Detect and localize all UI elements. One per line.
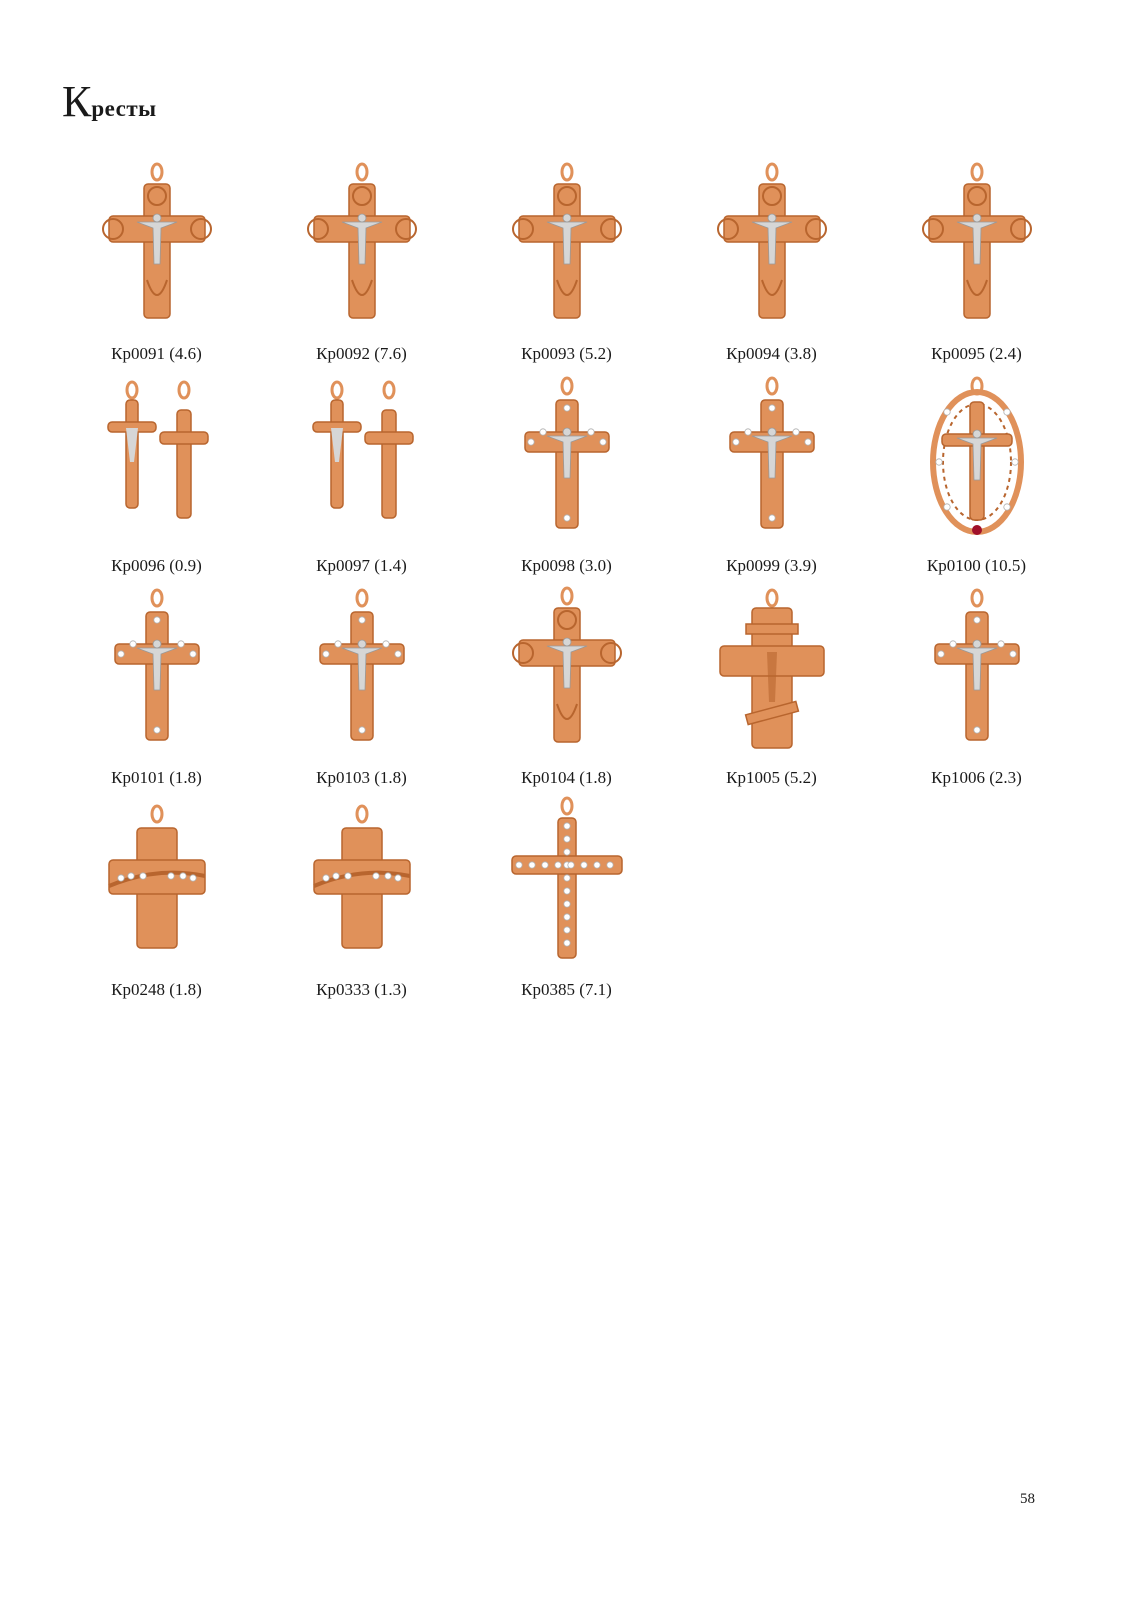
product-label: Кр0248 (1.8) [111, 980, 202, 999]
product-label: Кр0092 (7.6) [316, 344, 407, 363]
product-label: Кр0095 (2.4) [931, 344, 1022, 363]
cross-image [912, 372, 1042, 542]
cross-image [297, 796, 427, 966]
cross-image [92, 372, 222, 542]
product-grid [54, 160, 1079, 1008]
page-number: 58 [1020, 1491, 1035, 1507]
product-item[interactable] [259, 584, 464, 796]
cross-image [912, 584, 1042, 754]
product-row [54, 796, 1079, 1008]
cross-image [297, 160, 427, 330]
product-item[interactable] [259, 796, 464, 1008]
cross-image [502, 372, 632, 542]
product-label: Кр0103 (1.8) [316, 768, 407, 787]
cross-image [297, 584, 427, 754]
product-label: Кр1006 (2.3) [931, 768, 1022, 787]
product-row [54, 372, 1079, 584]
product-item[interactable] [669, 372, 874, 584]
product-label: Кр0091 (4.6) [111, 344, 202, 363]
product-label: Кр0094 (3.8) [726, 344, 817, 363]
product-item[interactable] [54, 584, 259, 796]
cross-image [707, 372, 837, 542]
product-item[interactable] [54, 372, 259, 584]
product-label: Кр0101 (1.8) [111, 768, 202, 787]
product-item[interactable] [464, 160, 669, 372]
product-item[interactable] [874, 584, 1079, 796]
product-label: Кр0100 (10.5) [926, 556, 1027, 575]
product-item[interactable] [259, 372, 464, 584]
product-label: Кр0093 (5.2) [521, 344, 612, 363]
product-item[interactable] [464, 372, 669, 584]
product-item[interactable] [874, 160, 1079, 372]
product-row [54, 160, 1079, 372]
product-item[interactable] [259, 160, 464, 372]
product-label: Кр0385 (7.1) [521, 980, 612, 999]
product-label: Кр0333 (1.3) [316, 980, 407, 999]
cross-image [502, 584, 632, 754]
product-item[interactable] [669, 160, 874, 372]
product-label: Кр0099 (3.9) [726, 556, 817, 575]
cross-image [707, 584, 837, 754]
cross-image [297, 372, 427, 542]
product-label: Кр0098 (3.0) [521, 556, 612, 575]
cross-image [502, 160, 632, 330]
product-item[interactable] [669, 584, 874, 796]
product-item[interactable] [464, 584, 669, 796]
product-row [54, 584, 1079, 796]
page-title: Кресты [62, 77, 157, 126]
cross-image [707, 160, 837, 330]
cross-image [92, 584, 222, 754]
cross-image [912, 160, 1042, 330]
cross-image [92, 796, 222, 966]
product-label: Кр1005 (5.2) [726, 768, 817, 787]
product-item[interactable] [54, 160, 259, 372]
product-item[interactable] [874, 372, 1079, 584]
product-item[interactable] [54, 796, 259, 1008]
product-label: Кр0104 (1.8) [521, 768, 612, 787]
product-item[interactable] [464, 796, 669, 1008]
cross-image [92, 160, 222, 330]
product-label: Кр0096 (0.9) [111, 556, 202, 575]
product-label: Кр0097 (1.4) [316, 556, 407, 575]
cross-image [502, 796, 632, 966]
